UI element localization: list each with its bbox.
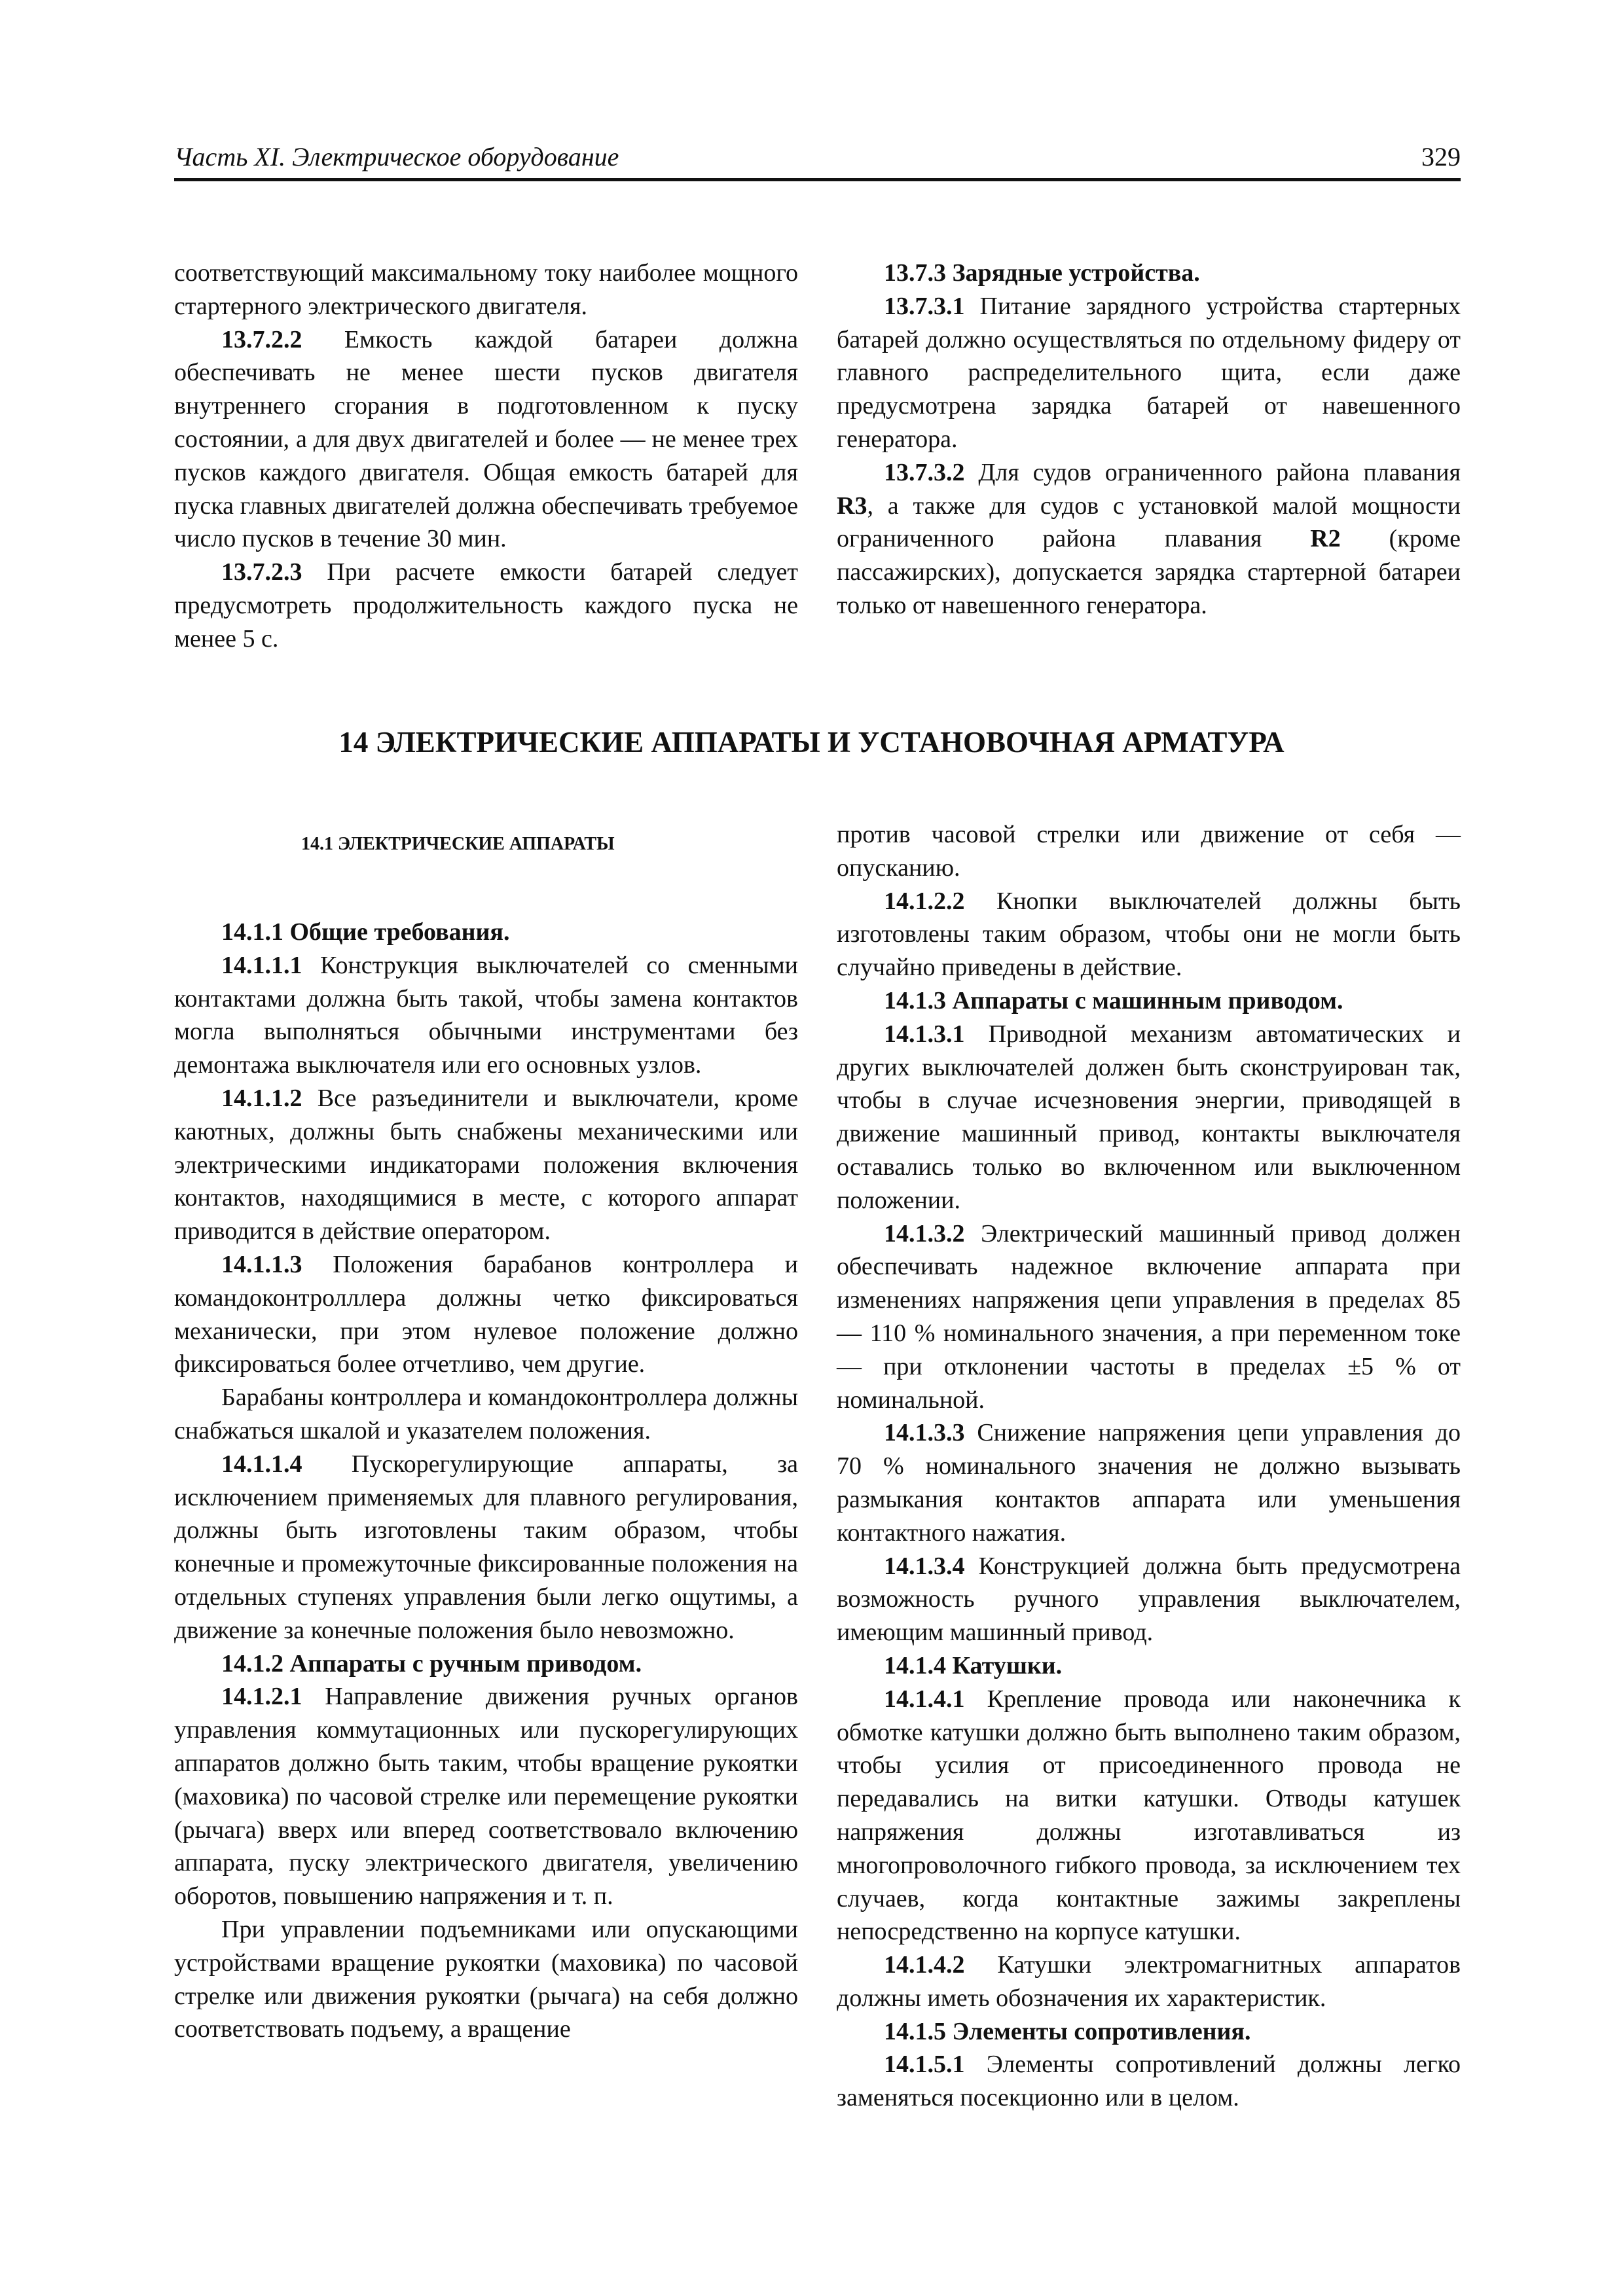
paragraph — [174, 1082, 798, 1248]
paragraph-text: Катушки электромагнитных аппаратов должны иметь обозначения их характеристик. — [837, 1951, 1461, 2012]
clause-number: 14.1.3.2 — [884, 1219, 965, 1247]
paragraph-text: 13.7.3 Зарядные устройства. — [884, 259, 1200, 287]
paragraph — [837, 456, 1461, 622]
paragraph — [174, 1248, 798, 1381]
paragraph-text: Кнопки выключателей должны быть изготовлены таким образом, чтобы они не могли быть случайно приведены в действие. — [837, 887, 1461, 982]
paragraph — [174, 1381, 798, 1448]
paragraph — [174, 1913, 798, 2046]
clause-number: 14.1.1.4 — [221, 1450, 302, 1478]
clause-number: 13.7.3.1 — [884, 292, 965, 320]
paragraph-continuation — [174, 257, 798, 323]
paragraph-text: Крепление провода или наконечника к обмотке катушки должно быть выполнено таким образом, чтобы усилия от присоединенного провода не передавались на витки катушки. Отводы катушек напряжения должны изготавливаться из многопроволочного гибкого провода, за исключением тех случаев, когда контактные зажимы закреплены непосредственно на корпусе катушки. — [837, 1685, 1461, 1946]
paragraph-text: Электрический машинный привод должен обеспечивать надежное включение аппарата при изменениях напряжения цепи управления в пределах 85 — 110 % номинального значения, а при переменном токе — при отклонении частоты в пределах ±5 % от номинальной. — [837, 1219, 1461, 1414]
paragraph — [174, 1680, 798, 1913]
paragraph — [837, 1683, 1461, 1948]
paragraph-text: 14.1.3 Аппараты с машинным приводом. — [884, 986, 1343, 1014]
paragraph — [837, 1416, 1461, 1549]
paragraph — [837, 1948, 1461, 2015]
paragraph-text: Все разъединители и выключатели, кроме каютных, должны быть снабжены механическими или электрическими индикаторами положения включения контактов, находящимися в месте, с которого аппарат приводится в действие оператором. — [174, 1084, 798, 1246]
paragraph — [837, 1018, 1461, 1217]
paragraph-text: При управлении подъемниками или опускающими устройствами вращение рукоятки (маховика) по часовой стрелке или движения рукоятки (рычага) на себя должно соответствовать подъему, а вращение — [174, 1915, 798, 2043]
subsection-heading — [174, 1647, 798, 1681]
clause-number: 14.1.1.3 — [221, 1250, 302, 1278]
paragraph-text: Конструкцией должна быть предусмотрена возможность ручного управления выключателем, имеющим машинный привод. — [837, 1552, 1461, 1647]
left-column-bottom — [174, 916, 798, 2046]
section-title: 14.1 ЭЛЕКТРИЧЕСКИЕ АППАРАТЫ — [301, 834, 615, 854]
paragraph-text: 14.1.2 Аппараты с ручным приводом. — [221, 1649, 642, 1677]
paragraph-text: При расчете емкости батарей следует предусмотреть продолжительность каждого пуска не менее 5 с. — [174, 558, 798, 653]
paragraph — [837, 1550, 1461, 1649]
clause-number: 14.1.1.2 — [221, 1084, 302, 1112]
clause-number: 13.7.2.2 — [221, 325, 302, 353]
clause-number: 14.1.2.2 — [884, 887, 965, 915]
paragraph-text: 14.1.1 Общие требования. — [221, 918, 510, 946]
paragraph-continuation — [837, 818, 1461, 885]
running-title: Часть XI. Электрическое оборудование — [174, 142, 619, 171]
right-column-top — [837, 257, 1461, 622]
paragraph-text: , а также для судов с установкой малой мощности ограниченного района плавания — [837, 492, 1461, 553]
paragraph-text: 14.1.5 Элементы сопротивления. — [884, 2017, 1251, 2045]
subsection-heading — [837, 2015, 1461, 2049]
header-rule — [174, 178, 1461, 181]
subsection-heading — [174, 916, 798, 949]
subsection-heading — [837, 984, 1461, 1018]
area-code: R2 — [1310, 525, 1341, 553]
clause-number: 14.1.2.1 — [221, 1683, 302, 1711]
subsection-heading — [837, 1649, 1461, 1683]
clause-number: 14.1.1.1 — [221, 951, 302, 979]
paragraph — [837, 1217, 1461, 1417]
paragraph — [174, 323, 798, 556]
area-code: R3 — [837, 492, 867, 520]
paragraph — [174, 556, 798, 655]
clause-number: 13.7.3.2 — [884, 458, 965, 486]
paragraph — [174, 949, 798, 1082]
paragraph-text: Емкость каждой батареи должна обеспечивать не менее шести пусков двигателя внутреннего сгорания в подготовленном к пуску состоянии, а для двух двигателей и более — не менее трех пусков каждого двигателя. Общая емкость батарей для пуска главных двигателей должна обеспечивать требуемое число пусков в течение 30 мин. — [174, 325, 798, 553]
left-column-top — [174, 257, 798, 656]
chapter-title: 14 ЭЛЕКТРИЧЕСКИЕ АППАРАТЫ И УСТАНОВОЧНАЯ АРМАТУРА — [338, 726, 1285, 759]
paragraph — [174, 1448, 798, 1647]
clause-number: 14.1.3.4 — [884, 1552, 965, 1580]
clause-number: 14.1.4.2 — [884, 1951, 965, 1979]
clause-number: 14.1.5.1 — [884, 2051, 965, 2079]
paragraph-text: Питание зарядного устройства стартерных батарей должно осуществляться по отдельному фидеру от главного распределительного щита, если даже предусмотрена зарядка батарей от навешенного генератора. — [837, 292, 1461, 453]
clause-number: 14.1.4.1 — [884, 1685, 965, 1713]
paragraph-text: Пускорегулирующие аппараты, за исключением применяемых для плавного регулирования, должны быть изготовлены таким образом, чтобы конечные и промежуточные фиксированные положения на отдельных ступенях управления были легко ощутимы, а движение за конечные положения было невозможно. — [174, 1450, 798, 1644]
clause-number: 13.7.2.3 — [221, 558, 302, 586]
paragraph-text: Конструкция выключателей со сменными контактами должна быть такой, чтобы замена контактов могла выполняться обычными инструментами без демонтажа выключателя или его основных узлов. — [174, 951, 798, 1079]
paragraph-text: Приводной механизм автоматических и других выключателей должен быть сконструирован так, чтобы в случае исчезновения энергии, приводящей в движение машинный привод, контакты выключателя оставались только во включенном или выключенном положении. — [837, 1020, 1461, 1214]
paragraph-text: Барабаны контроллера и командоконтроллера должны снабжаться шкалой и указателем положения. — [174, 1384, 798, 1444]
paragraph-text: Элементы сопротивлений должны легко заменяться посекционно или в целом. — [837, 2051, 1461, 2112]
right-column-bottom — [837, 818, 1461, 2115]
paragraph-text: Положения барабанов контроллера и командоконтролллера должны четко фиксироваться механически, при этом нулевое положение должно фиксироваться более отчетливо, чем другие. — [174, 1250, 798, 1378]
paragraph — [837, 2048, 1461, 2115]
clause-number: 14.1.3.1 — [884, 1020, 965, 1048]
subsection-heading — [837, 257, 1461, 290]
paragraph-text: Снижение напряжения цепи управления до 70 % номинального значения не должно вызывать размыкания контактов аппарата или уменьшения контактного нажатия. — [837, 1419, 1461, 1547]
paragraph-text: 14.1.4 Катушки. — [884, 1651, 1063, 1679]
paragraph-text: (кроме пассажирских), допускается зарядка стартерной батареи только от навешенного генератора. — [837, 525, 1461, 619]
paragraph-text: Для судов ограниченного района плавания — [964, 458, 1461, 486]
page-number: 329 — [1421, 142, 1461, 171]
paragraph-text: Направление движения ручных органов управления коммутационных или пускорегулирующих аппаратов должно быть таким, чтобы вращение рукоятки (маховика) по часовой стрелке или перемещение рукоятки (рычага) вверх или вперед соответствовало включению аппарата, пуску электрического двигателя, увеличению оборотов, повышению напряжения и т. п. — [174, 1683, 798, 1910]
paragraph — [837, 290, 1461, 456]
paragraph-text: против часовой стрелки или движение от себя — опусканию. — [837, 821, 1461, 882]
paragraph-text: соответствующий максимальному току наиболее мощного стартерного электрического двигателя. — [174, 259, 798, 320]
clause-number: 14.1.3.3 — [884, 1419, 965, 1447]
paragraph — [837, 885, 1461, 984]
